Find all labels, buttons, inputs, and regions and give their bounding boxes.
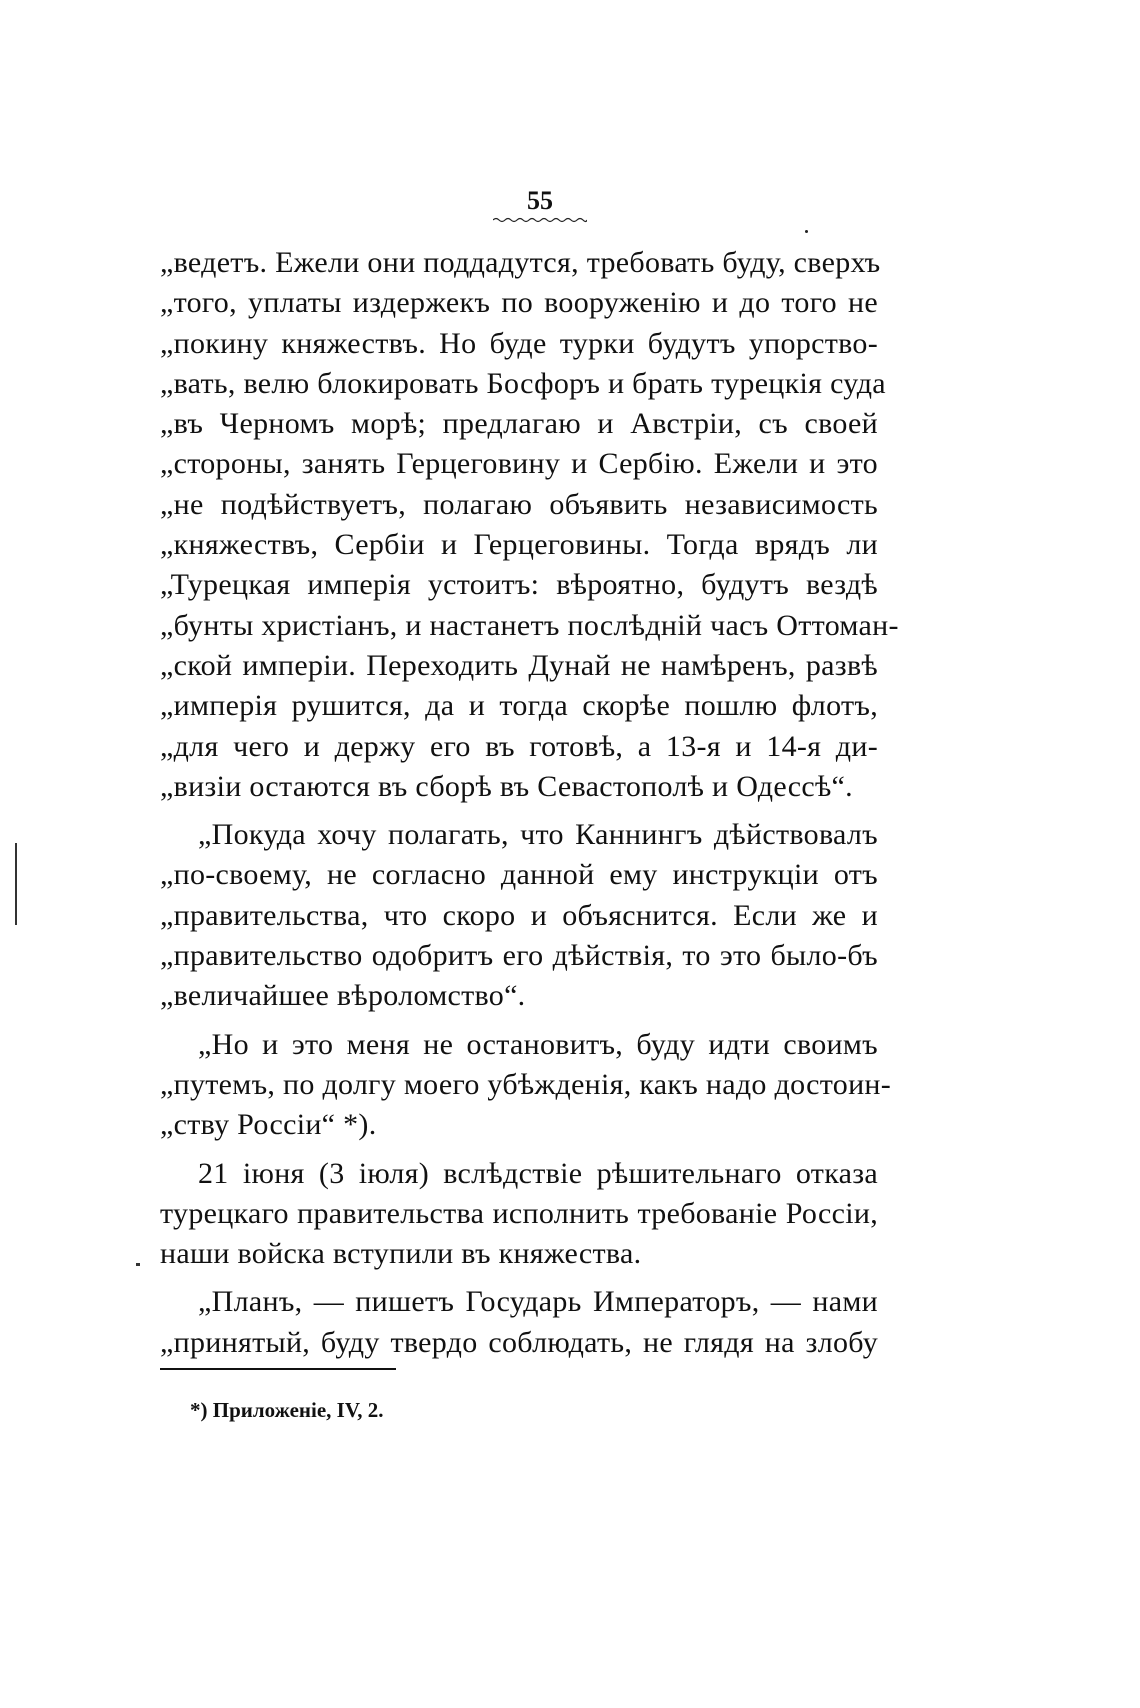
text-line: турецкаго правительства исполнить требованіе Россіи, [160, 1196, 878, 1230]
text-line: 21 іюня (3 іюля) вслѣдствіе рѣшительнаго отказа [198, 1156, 878, 1190]
page-number: 55 [527, 186, 553, 215]
text-line: „Покуда хочу полагать, что Каннингъ дѣйствовалъ [198, 818, 878, 852]
text-line: „имперія рушится, да и тогда скорѣе пошлю флотъ, [160, 689, 878, 723]
text-line: „принятый, буду твердо соблюдать, не глядя на злобу [160, 1325, 878, 1359]
page-number-wavy-rule [493, 217, 587, 223]
text-line: „правительство одобритъ его дѣйствія, то это было-бъ [160, 939, 878, 973]
text-line: „величайшее вѣроломство“. [160, 979, 526, 1013]
text-line: „покину княжествъ. Но буде турки будутъ упорство- [160, 326, 878, 360]
text-line: „для чего и держу его въ готовѣ, а 13-я и 14-я ди- [160, 729, 878, 763]
text-line: „правительства, что скоро и объяснится. Если же и [160, 898, 878, 932]
text-line: „путемъ, по долгу моего убѣжденія, какъ надо достоин- [160, 1067, 892, 1101]
text-line: „Планъ, — пишетъ Государь Императоръ, — нами [198, 1285, 878, 1319]
text-line: наши войска вступили въ княжества. [160, 1237, 642, 1271]
text-line: „въ Черномъ морѣ; предлагаю и Австріи, съ своей [160, 407, 878, 441]
text-line: „Турецкая имперія устоитъ: вѣроятно, будутъ вездѣ [160, 568, 878, 602]
body-text [160, 243, 899, 1363]
text-line: „того, уплаты издержекъ по вооруженію и до того не [160, 286, 878, 320]
text-line: „визіи остаются въ сборѣ въ Севастополѣ и Одессѣ“. [160, 769, 853, 803]
text-line: „Но и это меня не остановитъ, буду идти своимъ [198, 1027, 878, 1061]
print-speck [805, 230, 808, 233]
text-line: „не подѣйствуетъ, полагаю объявить независимость [160, 487, 878, 521]
margin-dot [136, 1263, 140, 1266]
text-line: „ской имперіи. Переходить Дунай не намѣренъ, развѣ [160, 648, 878, 682]
text-line: „стороны, занять Герцеговину и Сербію. Ежели и это [160, 447, 878, 481]
text-line: „вать, велю блокировать Босфоръ и брать турецкія суда [160, 366, 886, 400]
footnote-rule [160, 1368, 396, 1370]
text-line: „ству Россіи“ *). [160, 1108, 377, 1142]
text-line: „ведетъ. Ежели они поддадутся, требовать буду, сверхъ [160, 246, 881, 279]
text-line: „княжествъ, Сербіи и Герцеговины. Тогда врядъ ли [160, 528, 878, 562]
text-line: „бунты христіанъ, и настанетъ послѣдній часъ Оттоман- [160, 608, 899, 642]
footnote: *) Приложеніе, IV, 2. [190, 1398, 384, 1422]
text-line: „по-своему, не согласно данной ему инструкціи отъ [160, 858, 878, 892]
margin-mark [15, 843, 17, 925]
